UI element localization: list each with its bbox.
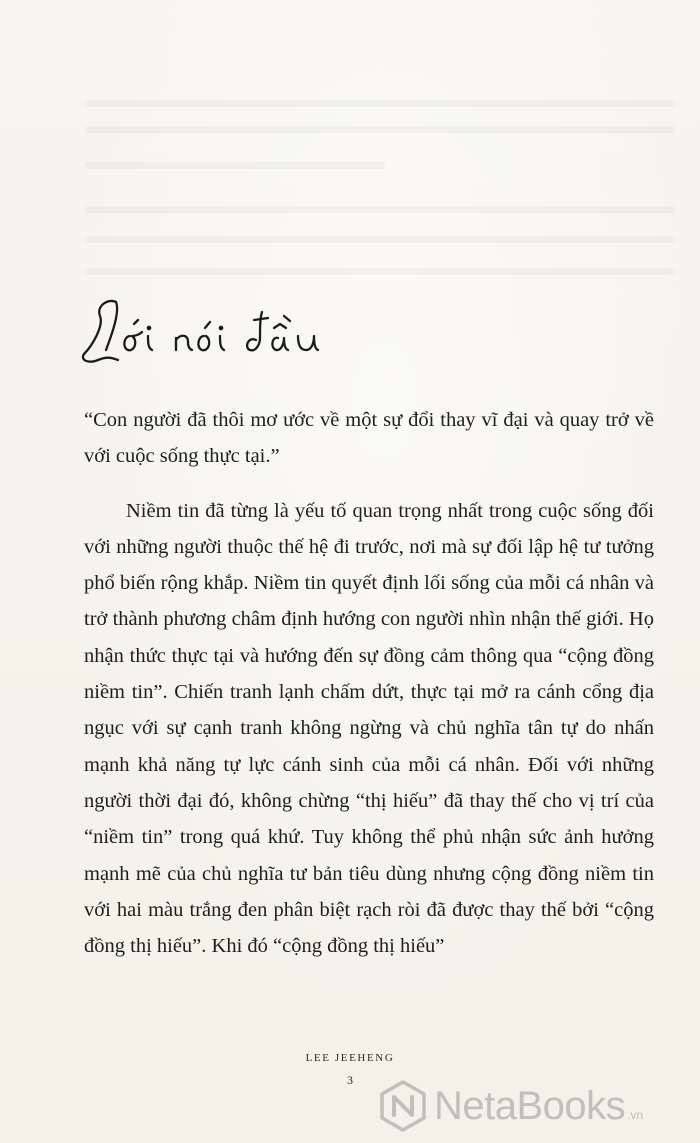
chapter-title-text bbox=[78, 288, 79, 289]
page-number: 3 bbox=[347, 1073, 353, 1087]
netabooks-logo-icon bbox=[376, 1079, 430, 1133]
running-footer-author: LEE JEEHENG bbox=[305, 1052, 395, 1064]
body-text bbox=[84, 402, 654, 964]
handwritten-title-glyphs bbox=[78, 288, 338, 368]
watermark-suffix: .vn bbox=[627, 1108, 644, 1122]
watermark-brand: NetaBooks bbox=[434, 1084, 626, 1128]
epigraph-quote: “Con người đã thôi mơ ước về một sự đổi thay vĩ đại và quay trở về với cuộc sống thực tại.” bbox=[84, 409, 654, 468]
show-through-line bbox=[85, 268, 675, 275]
show-through-line bbox=[85, 236, 675, 243]
show-through-line bbox=[85, 126, 675, 133]
body-paragraph bbox=[84, 493, 654, 965]
show-through-line bbox=[85, 162, 385, 169]
show-through-line bbox=[85, 100, 675, 107]
body-paragraph-text: Niềm tin đã từng là yếu tố quan trọng nhất trong cuộc sống đối với những người thuộc thế hệ đi trước, nơi mà sự đối lập hệ tư tưởng phổ biến rộng khắp. Niềm tin quyết định lối sống của mỗi cá nhân và trở thành phương châm định hướng con người nhìn nhận thế giới. Họ nhận thức thực tại và hướng đến sự đồng cảm thông qua “cộng đồng niềm tin”. Chiến tranh lạnh chấm dứt, thực tại mở ra cánh cổng địa ngục với sự cạnh tranh không ngừng và chủ nghĩa tân tự do nhấn mạnh khả năng tự lực cánh sinh của mỗi cá nhân. Đối với những người thời đại đó, không chừng “thị hiếu” đã thay thế cho vị trí của “niềm tin” trong quá khứ. Tuy không thể phủ nhận sức ảnh hưởng mạnh mẽ của chủ nghĩa tư bản tiêu dùng nhưng cộng đồng niềm tin với hai màu trắng đen phân biệt rạch ròi đã được thay thế bởi “cộng đồng thị hiếu”. Khi đó “cộng đồng thị hiếu” bbox=[84, 499, 654, 958]
show-through-line bbox=[85, 206, 675, 213]
chapter-title bbox=[78, 288, 338, 368]
watermark bbox=[376, 1078, 696, 1134]
